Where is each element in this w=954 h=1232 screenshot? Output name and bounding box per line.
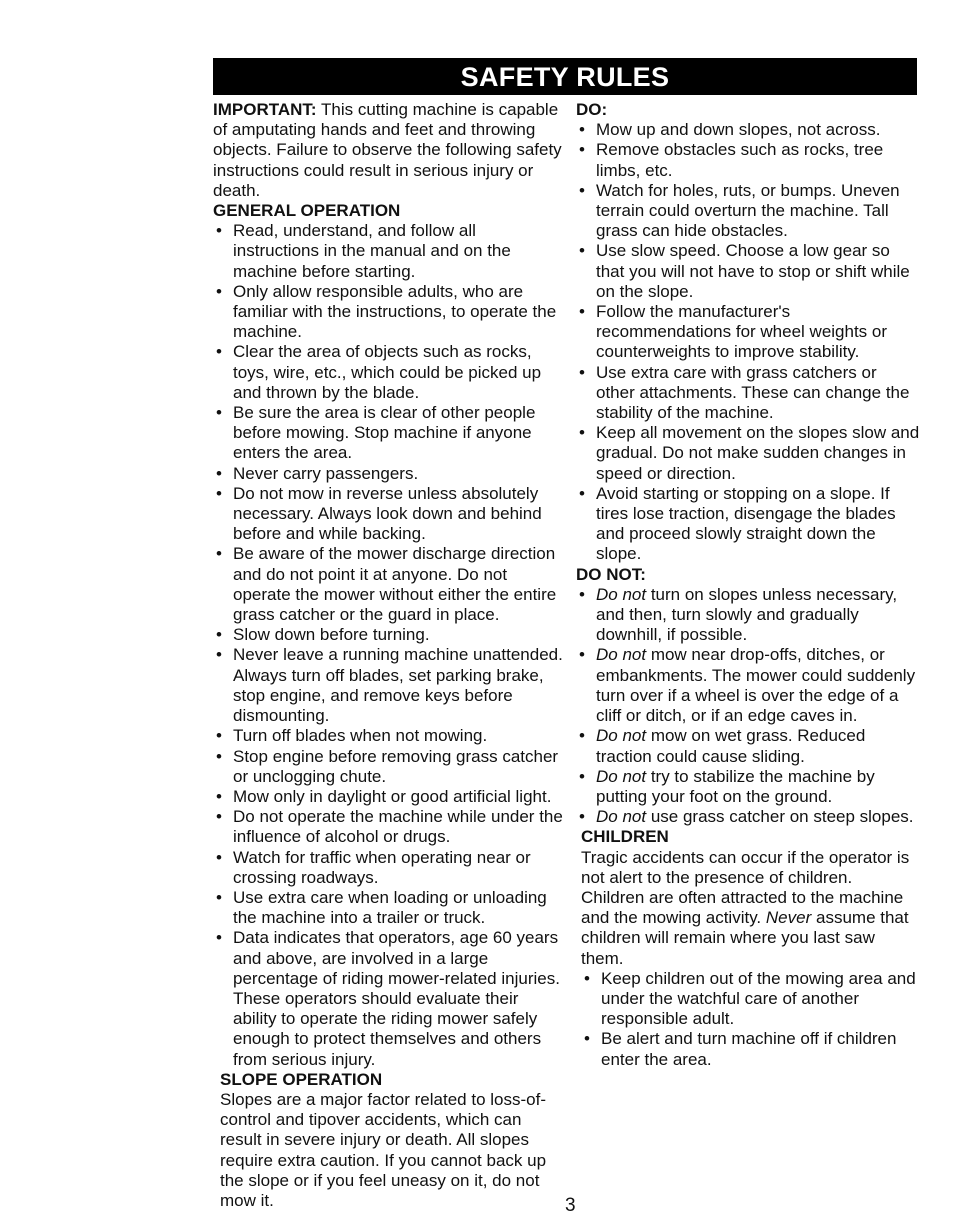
list-item: • Use slow speed. Choose a low gear so that you will not have to stop or shift while on the slope. [576,241,920,302]
list-item [576,807,920,827]
list-item [576,726,920,766]
list-item: • Keep all movement on the slopes slow and gradual. Do not make sudden changes in speed or direction. [576,423,920,484]
slope-operation-text: Slopes are a major factor related to loss-of-control and tipover accidents, which can result in severe injury or death. All slopes require extra caution. If you cannot back up the slope or if you feel uneasy on it, do not mow it. [220,1089,547,1210]
list-item: • Use extra care with grass catchers or other attachments. These can change the stability of the machine. [576,363,920,424]
list-item: • Do not mow in reverse unless absolutely necessary. Always look down and behind before and while backing. [213,484,565,545]
do-not-text: try to stabilize the machine by putting your foot on the ground. [596,766,875,806]
do-not-emphasis: Do not [596,645,647,665]
children-heading: CHILDREN [581,827,669,847]
list-item: • Stop engine before removing grass catcher or unclogging chute. [213,747,565,787]
do-heading: DO: [576,100,608,119]
children-text-before: Tragic accidents can occur if the operator is not alert to the presence of children. Children are often attracted to the machine and the mowing activity. [581,847,910,928]
list-item: • Keep children out of the mowing area and under the watchful care of another responsible adult. [576,969,920,1030]
list-item: • Turn off blades when not mowing. [213,726,565,746]
list-item: • Watch for traffic when operating near or crossing roadways. [213,848,565,888]
do-not-list [576,585,920,827]
list-item [576,585,920,646]
list-item: • Follow the manufacturer's recommendations for wheel weights or counterweights to improve stability. [576,302,920,363]
list-item: • Use extra care when loading or unloading the machine into a trailer or truck. [213,888,565,928]
slope-operation-heading: SLOPE OPERATION [220,1069,383,1089]
list-item [576,645,920,726]
do-not-heading: DO NOT: [576,564,646,584]
list-item: • Never leave a running machine unattended. Always turn off blades, set parking brake, stop engine, and remove keys before dismounting. [213,645,565,726]
do-not-text: mow on wet grass. Reduced traction could cause sliding. [596,726,866,766]
list-item [576,767,920,807]
list-item: • Slow down before turning. [213,625,565,645]
children-list [576,969,920,1070]
safety-rules-banner: SAFETY RULES [213,58,917,95]
children-text-emphasis: Never [765,908,812,928]
list-item: • Be aware of the mower discharge direction and do not point it at anyone. Do not operate the mower without either the entire grass catcher or the guard in place. [213,544,565,625]
do-not-text: mow near drop-offs, ditches, or embankments. The mower could suddenly turn over if a wheel is over the edge of a cliff or ditch, or if an edge caves in. [596,645,916,726]
list-item: • Mow up and down slopes, not across. [576,120,920,140]
right-column-content [576,100,920,1070]
list-item: • Avoid starting or stopping on a slope. If tires lose traction, disengage the blades and proceed slowly straight down the slope. [576,484,920,565]
important-text: This cutting machine is capable of amputating hands and feet and throwing objects. Failure to observe the following safety instructions could result in serious injury or death. [213,100,562,200]
do-not-emphasis: Do not [596,726,647,746]
do-not-emphasis: Do not [596,584,647,604]
important-label: IMPORTANT: [213,100,317,119]
list-item: • Only allow responsible adults, who are familiar with the instructions, to operate the machine. [213,282,565,343]
list-item: • Watch for holes, ruts, or bumps. Uneven terrain could overturn the machine. Tall grass can hide obstacles. [576,181,920,242]
list-item: • Never carry passengers. [213,464,565,484]
general-operation-list [213,221,565,1070]
do-not-text: turn on slopes unless necessary, and then, turn slowly and gradually downhill, if possible. [596,584,898,645]
list-item: • Clear the area of objects such as rocks, toys, wire, etc., which could be picked up and thrown by the blade. [213,342,565,403]
general-operation-heading: GENERAL OPERATION [213,201,401,221]
do-not-text: use grass catcher on steep slopes. [646,807,914,827]
left-column [213,100,565,1211]
list-item: • Be sure the area is clear of other people before mowing. Stop machine if anyone enters the area. [213,403,565,464]
do-not-emphasis: Do not [596,766,647,786]
do-list [576,120,920,564]
important-paragraph [213,100,565,201]
list-item: • Data indicates that operators, age 60 years and above, are involved in a large percentage of riding mower-related injuries. These operators should evaluate their ability to operate the riding mower safely enough to protect themselves and others from serious injury. [213,928,565,1069]
do-not-emphasis: Do not [596,807,647,827]
list-item: • Mow only in daylight or good artificial light. [213,787,565,807]
children-text [576,848,920,969]
children-text-after: assume that children will remain where you last saw them. [581,908,909,968]
list-item: • Be alert and turn machine off if children enter the area. [576,1029,920,1069]
list-item: • Read, understand, and follow all instructions in the manual and on the machine before starting. [213,221,565,282]
list-item: • Do not operate the machine while under the influence of alcohol or drugs. [213,807,565,847]
list-item: • Remove obstacles such as rocks, tree limbs, etc. [576,140,920,180]
page-number: 3 [565,1195,576,1216]
